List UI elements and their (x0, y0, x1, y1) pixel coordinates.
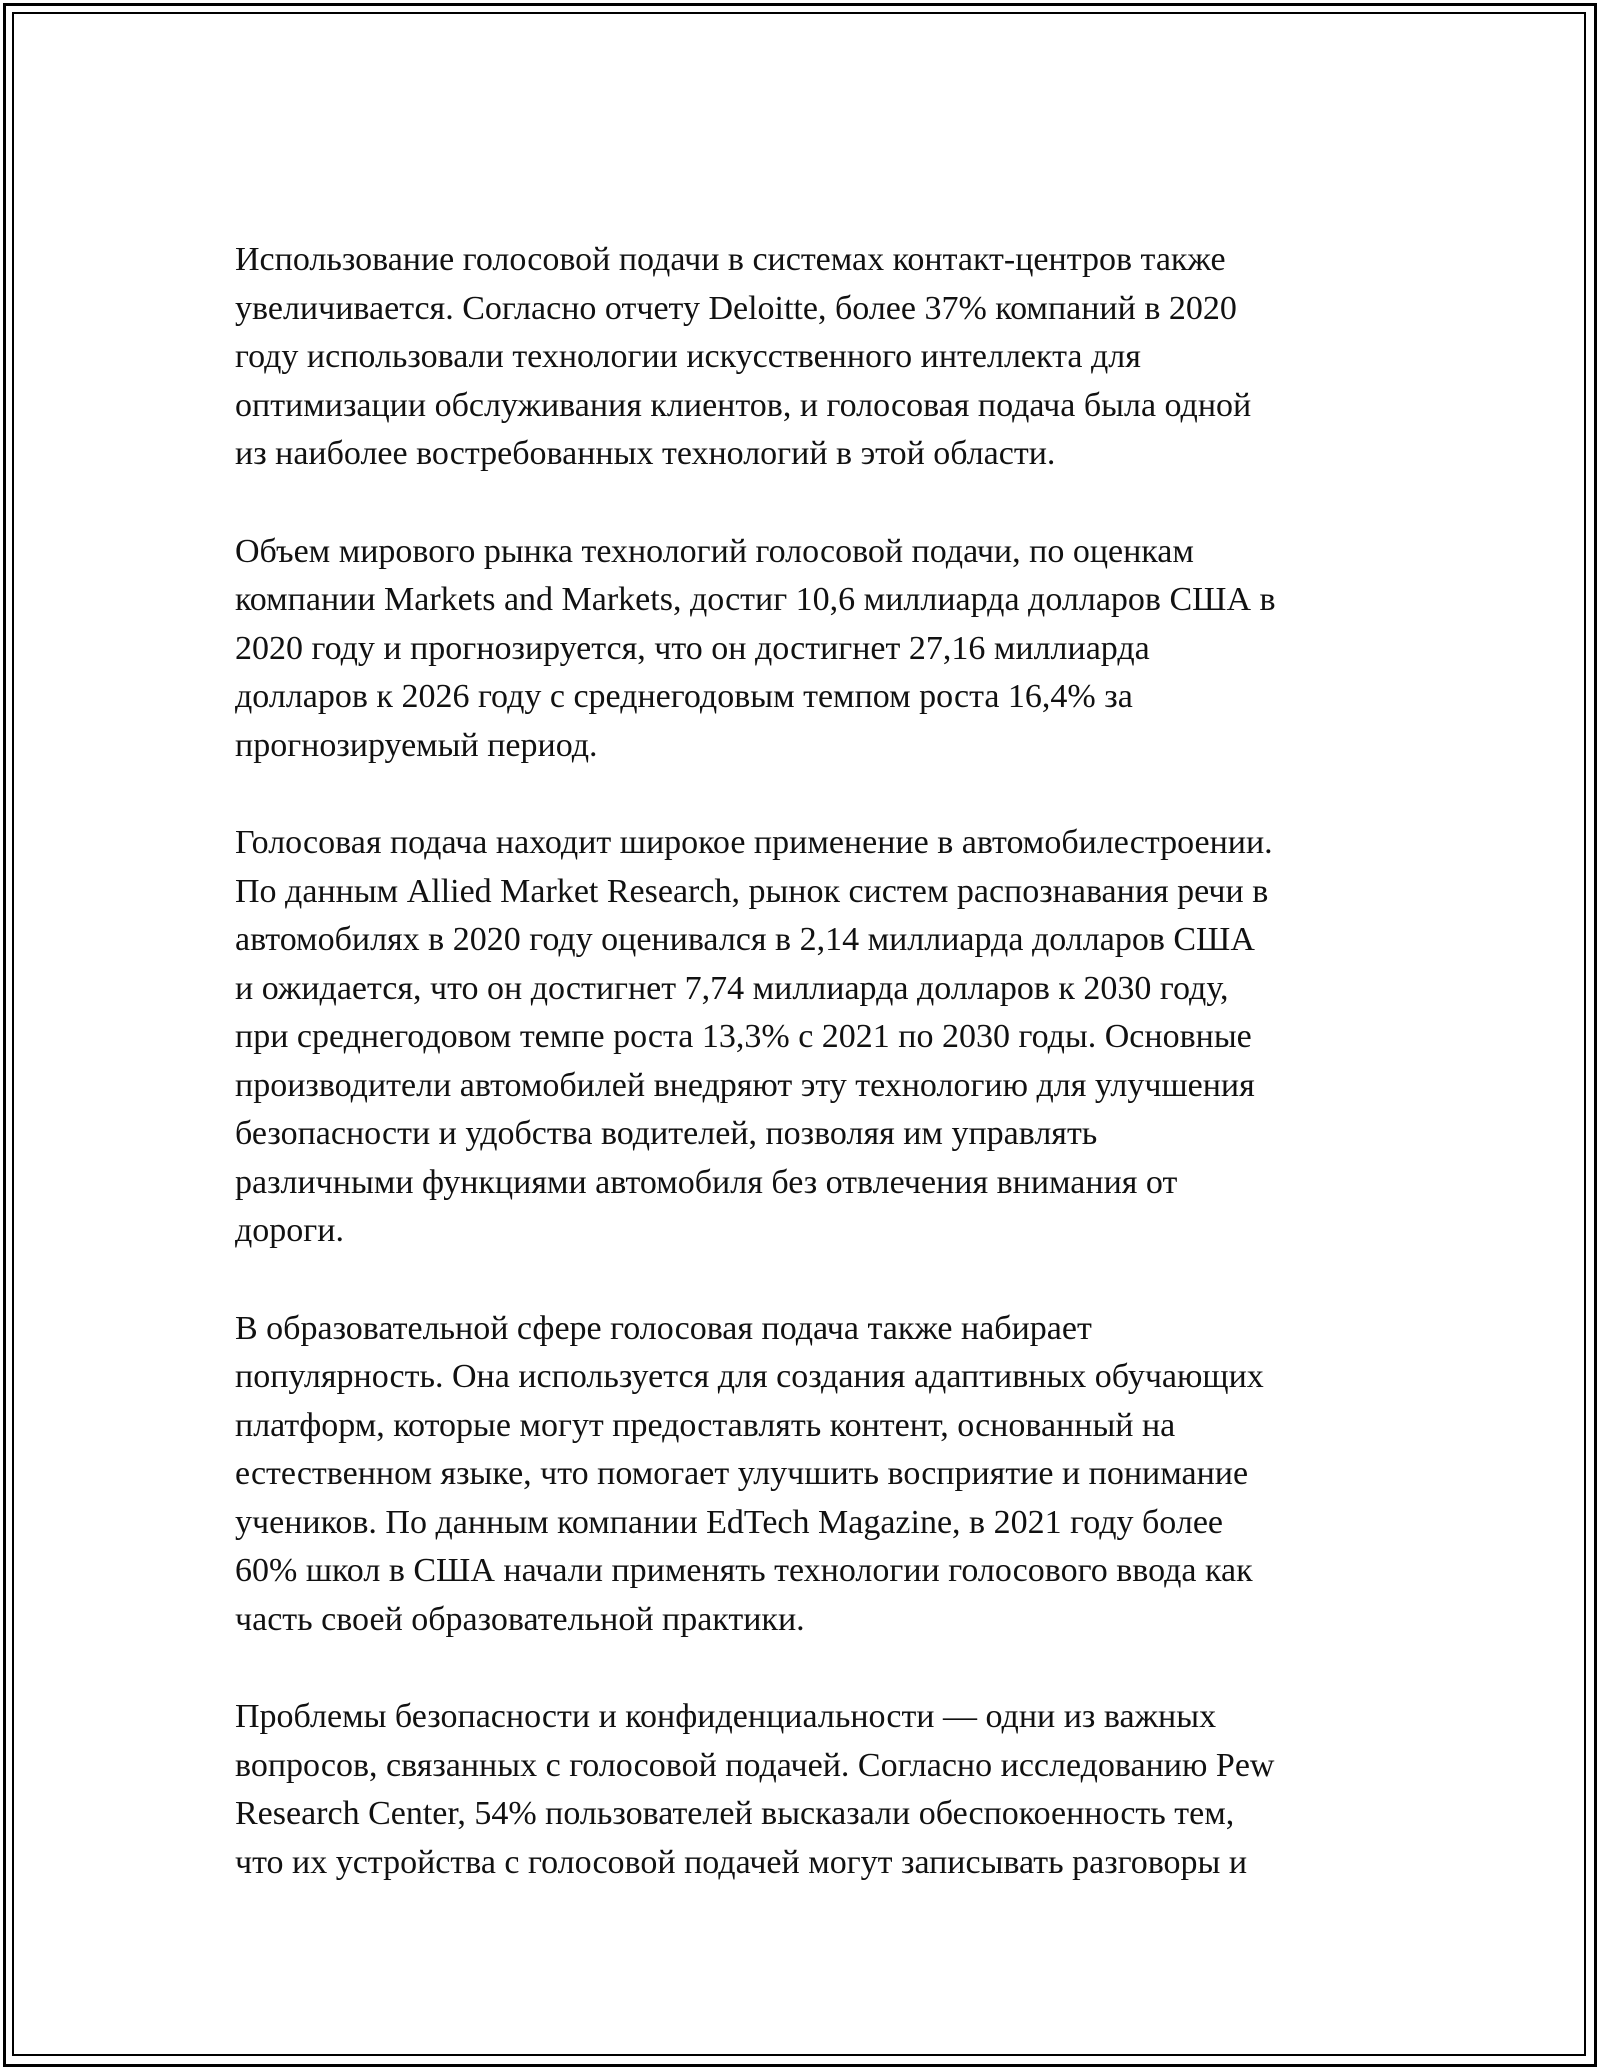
text-line: безопасности и удобства водителей, позволяя им управлять (235, 1115, 1098, 1152)
text-line: В образовательной сфере голосовая подача также набирает (235, 1309, 1092, 1347)
text-line: вопросов, связанных с голосовой подачей. Согласно исследованию Pew (235, 1746, 1275, 1784)
text-line: увеличивается. Согласно отчету Deloitte, более 37% компаний в 2020 (235, 289, 1237, 327)
text-line: 2020 году и прогнозируется, что он достигнет 27,16 миллиарда (235, 629, 1150, 667)
paragraph-2 (235, 528, 1375, 771)
text-line: 60% школ в США начали применять технологии голосового ввода как (235, 1552, 1253, 1589)
paragraph-3 (235, 819, 1375, 1256)
text-line: дороги. (235, 1212, 344, 1249)
text-line: учеников. По данным компании EdTech Magazine, в 2021 году более (235, 1503, 1224, 1541)
text-line: из наиболее востребованных технологий в этой области. (235, 435, 1056, 472)
paragraph-5 (235, 1693, 1375, 1887)
text-line: платформ, которые могут предоставлять контент, основанный на (235, 1406, 1176, 1444)
text-line: часть своей образовательной практики. (235, 1600, 805, 1638)
text-line: По данным Allied Market Research, рынок систем распознавания речи в (235, 872, 1269, 910)
text-line: и ожидается, что он достигнет 7,74 миллиарда долларов к 2030 году, (235, 969, 1229, 1007)
text-line: различными функциями автомобиля без отвлечения внимания от (235, 1163, 1178, 1201)
text-line: Голосовая подача находит широкое применение в автомобилестроении. (235, 824, 1273, 861)
paragraph-4 (235, 1305, 1375, 1645)
text-line: что их устройства с голосовой подачей могут записывать разговоры и (235, 1843, 1248, 1881)
text-line: производители автомобилей внедряют эту технологию для улучшения (235, 1066, 1255, 1104)
text-line: году использовали технологии искусственного интеллекта для (235, 338, 1141, 375)
paragraph-1 (235, 236, 1375, 479)
text-line: долларов к 2026 году с среднегодовым темпом роста 16,4% за (235, 678, 1133, 715)
text-line: автомобилях в 2020 году оценивался в 2,14 миллиарда долларов США (235, 921, 1255, 958)
text-line: при среднегодовом темпе роста 13,3% с 2021 по 2030 годы. Основные (235, 1018, 1252, 1055)
text-line: оптимизации обслуживания клиентов, и голосовая подача была одной (235, 386, 1252, 424)
text-line: компании Markets and Markets, достиг 10,6 миллиарда долларов США в (235, 581, 1276, 618)
text-line: Research Center, 54% пользователей высказали обеспокоенность тем, (235, 1795, 1235, 1832)
document-body (235, 236, 1375, 1887)
text-line: прогнозируемый период. (235, 726, 598, 764)
text-line: Проблемы безопасности и конфиденциальности — одни из важных (235, 1698, 1217, 1735)
text-line: популярность. Она используется для создания адаптивных обучающих (235, 1358, 1264, 1395)
text-line: Использование голосовой подачи в системах контакт-центров также (235, 241, 1226, 278)
text-line: Объем мирового рынка технологий голосовой подачи, по оценкам (235, 532, 1194, 570)
text-line: естественном языке, что помогает улучшить восприятие и понимание (235, 1455, 1249, 1492)
